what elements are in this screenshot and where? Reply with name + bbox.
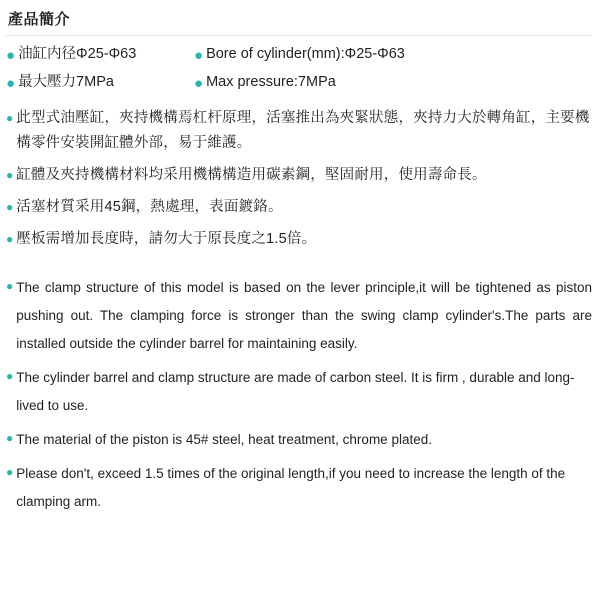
cjk-paragraph-text: 壓板需增加長度時，請勿大于原長度之1.5倍。 bbox=[16, 231, 317, 247]
cjk-paragraph-text: 缸體及夾持機構材料均采用機構構造用碳素鋼，堅固耐用，使用壽命長。 bbox=[16, 167, 487, 183]
spec-row bbox=[6, 72, 592, 92]
bullet-icon: ● bbox=[194, 75, 204, 92]
list-item bbox=[6, 163, 592, 188]
bullet-icon: ● bbox=[194, 47, 204, 64]
spec-latin-text: Max pressure:7MPa bbox=[206, 74, 336, 90]
english-paragraph-text: The material of the piston is 45# steel, heat treatment, chrome plated. bbox=[16, 432, 432, 447]
cjk-paragraph-text: 此型式油壓缸，夾持機構焉杠杆原理，活塞推出為夾緊狀態，夾持力大於轉角缸，主要機構零件安裝開缸體外部，易于維護。 bbox=[16, 110, 590, 151]
bullet-icon: ● bbox=[6, 111, 14, 125]
spec-latin-text: Bore of cylinder(mm):Φ25-Φ63 bbox=[206, 46, 405, 62]
bullet-icon: ● bbox=[6, 47, 16, 64]
list-item bbox=[6, 195, 592, 220]
bullet-icon: ● bbox=[6, 369, 14, 383]
english-paragraph-text: The clamp structure of this model is based on the lever principle,it will be tightened as piston pushing out. The clamping force is stronger than the swing clamp cylinder's.The parts are installed outside the cylinder barrel for maintaining easily. bbox=[16, 280, 592, 351]
spec-cjk-text: 最大壓力7MPa bbox=[18, 74, 114, 90]
spec-cjk-cell bbox=[6, 72, 194, 92]
list-item bbox=[6, 106, 592, 156]
bullet-icon: ● bbox=[6, 232, 14, 246]
list-item bbox=[6, 426, 592, 454]
spec-cjk-cell bbox=[6, 44, 194, 64]
cjk-description-list bbox=[6, 106, 592, 252]
cjk-paragraph-text: 活塞材質采用45鋼，熱處理，表面鍍鉻。 bbox=[16, 199, 283, 215]
english-description-list bbox=[6, 274, 592, 516]
spec-row bbox=[6, 44, 592, 64]
spec-latin-cell bbox=[194, 72, 592, 92]
bullet-icon: ● bbox=[6, 75, 16, 92]
bullet-icon: ● bbox=[6, 465, 14, 479]
bullet-icon: ● bbox=[6, 200, 14, 214]
english-paragraph-text: The cylinder barrel and clamp structure are made of carbon steel. It is firm , durable and long-lived to use. bbox=[16, 370, 575, 413]
spec-cjk-text: 油缸内径Φ25-Φ63 bbox=[18, 46, 137, 62]
page-title: 產品簡介 bbox=[8, 11, 71, 28]
list-item bbox=[6, 274, 592, 358]
bullet-icon: ● bbox=[6, 431, 14, 445]
english-paragraph-text: Please don't, exceed 1.5 times of the original length,if you need to increase the length of the clamping arm. bbox=[16, 466, 566, 509]
list-item bbox=[6, 227, 592, 252]
bullet-icon: ● bbox=[6, 279, 14, 293]
list-item bbox=[6, 460, 592, 516]
list-item bbox=[6, 364, 592, 420]
spec-latin-cell bbox=[194, 44, 592, 64]
title-divider bbox=[6, 35, 592, 36]
bullet-icon: ● bbox=[6, 168, 14, 182]
